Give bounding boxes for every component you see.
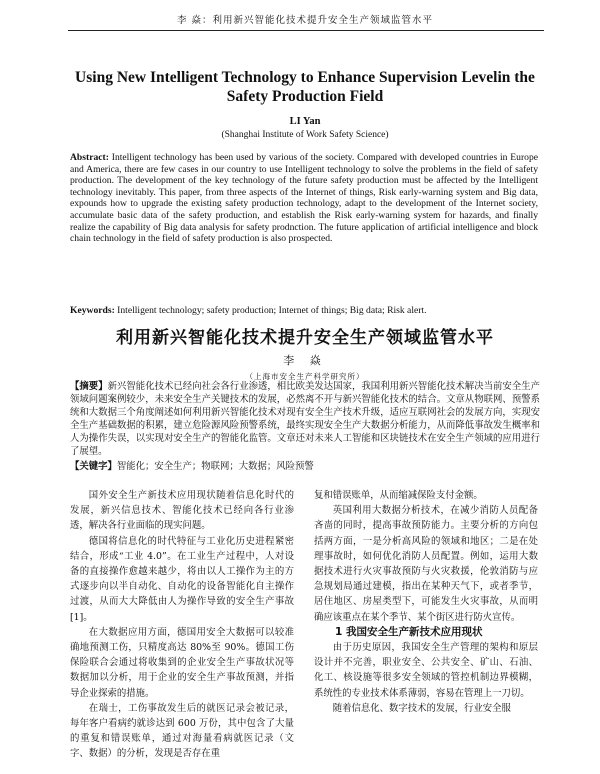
english-abstract-text: Intelligent technology has been used by various of the society. Compared with developed countries in Europe and America, there are few cases in our country to use Intelligent technology to solve the problems in the field of safety production. The development of the key technology of the future safety production must be affected by the Intelligent technology inevitably. This paper, from three aspects of the Internet of things, Risk early-warning system and Big data, expounds how to upgrade the existing safety production technology, adapt to the development of the Internet society, accumulate basic data of the safety production, and establish the Risk early-warning system for hazards, and finally realize the capability of Big data analysis for safety prodnction. The future application of artificial intelligence and block chain technology in the field of safety production is also prospected. [70, 152, 539, 245]
english-keywords [70, 305, 538, 317]
chinese-title: 利用新兴智能化技术提升安全生产领域监管水平 [116, 328, 494, 348]
body-paragraph: 复和错误账单，从而缩减保险支付金额。 [314, 490, 483, 501]
running-header: 李 焱：利用新兴智能化技术提升安全生产领域监管水平 [176, 15, 434, 26]
header-divider [68, 30, 544, 31]
english-abstract [70, 152, 538, 245]
body-right-column [314, 488, 538, 716]
chinese-keywords [70, 460, 540, 473]
body-left-column [70, 488, 294, 762]
chinese-abstract-label: 【摘要】 [70, 381, 108, 392]
english-affiliation: (Shanghai Institute of Work Safety Science) [221, 130, 389, 140]
body-paragraph: 在大数据应用方面，德国用安全大数据可以较准确地预测工伤，只精度高达 80%至 90%。德国工伤保险联合会通过将收集到的企业安全生产事故状况等数据加以分析，用于企业的安全生产事故预测，并指导企业探索的措施。 [70, 626, 294, 699]
english-keywords-text: Intelligent technology; safety production; Internet of things; Big data; Risk alert. [117, 305, 427, 316]
body-paragraph: 随着信息化、数字技术的发展，行业安全服 [332, 702, 511, 714]
body-paragraph: 德国将信息化的时代特征与工业化历史进程紧密结合，形成“工业 4.0”。在工业生产过程中，人对设备的直接操作愈越来越少，将由以人工操作为主的方式逐步向以半自动化、自动化的设备智能化自主操作过渡，从而大大降低由人为操作导致的安全生产事故[1]。 [70, 535, 294, 623]
body-paragraph: 在瑞士，工伤事故发生后的就医记录会被记录，每年客户看病约就诊达到 600 万份，其中包含了大量的重复和错误账单，通过对海量看病就医记录（文字、数据）的分析，发现是否存在重 [70, 702, 294, 760]
chinese-abstract [70, 380, 540, 458]
body-paragraph: 由于历史原因，我国安全生产管理的架构和原层设计并不完善，职业安全、公共安全、矿山、石油、化工、核设施等很多安全领域的管控机制边界模糊，系统性的专业技术体系薄弱，容易在管理上一刀切。 [314, 642, 538, 699]
chinese-keywords-text: 智能化；安全生产；物联网；大数据；风险预警 [116, 461, 314, 472]
english-abstract-label: Abstract: [70, 152, 109, 163]
chinese-keywords-label: 【关键字】 [70, 461, 117, 472]
section-heading: 1 我国安全生产新技术应用现状 [335, 625, 483, 638]
chinese-author: 李 焱 [283, 354, 327, 367]
chinese-affiliation: （上海市安全生产科学研究所） [245, 372, 365, 381]
english-title: Using New Intelligent Technology to Enhance Supervision Levelin the Safety Production Field [75, 69, 535, 105]
english-author: LI Yan [289, 116, 321, 127]
body-paragraph: 英国利用大数据分析技术，在减少消防人员配备吝啬的同时，提高事故预防能力。主要分析的方向包括两方面，一是分析高风险的领域和地区；二是在处理事故时，如何优化消防人员配置。例如，运用大数据技术进行火灾事故预防与火灾救援，伦敦消防与应急规划局通过建模，指出在某种天气下，或者季节，居住地区、房屋类型下，可能发生火灾事故，从而明确应该重点在某个季节、某个街区进行防火宣传。 [314, 505, 538, 623]
chinese-abstract-text: 新兴智能化技术已经向社会各行业渗透，相比欧美发达国家，我国利用新兴智能化技术解决当前安全生产领域问题案例较少，未来安全生产关键技术的发展，必然离不开与新兴智能化技术的结合。文章从物联网、预警系统和大数据三个角度阐述如何利用新兴智能化技术对现有安全生产技术升级，适应互联网社会的发展方向，实现安全生产基础数据的积累，建立危险源风险预警系统，最终实现安全生产大数据分析能力，从而降低事故发生概率和人为操作失误，以实现对安全生产的智能化监管。文章还对未来人工智能和区块链技术在安全生产领域的应用进行了展望。 [70, 381, 540, 457]
english-keywords-label: Keywords: [70, 305, 115, 316]
body-paragraph: 国外安全生产新技术应用现状随着信息化时代的发展，新兴信息技术、智能化技术已经向各行业渗透，解决各行业面临的现实问题。 [70, 490, 294, 532]
